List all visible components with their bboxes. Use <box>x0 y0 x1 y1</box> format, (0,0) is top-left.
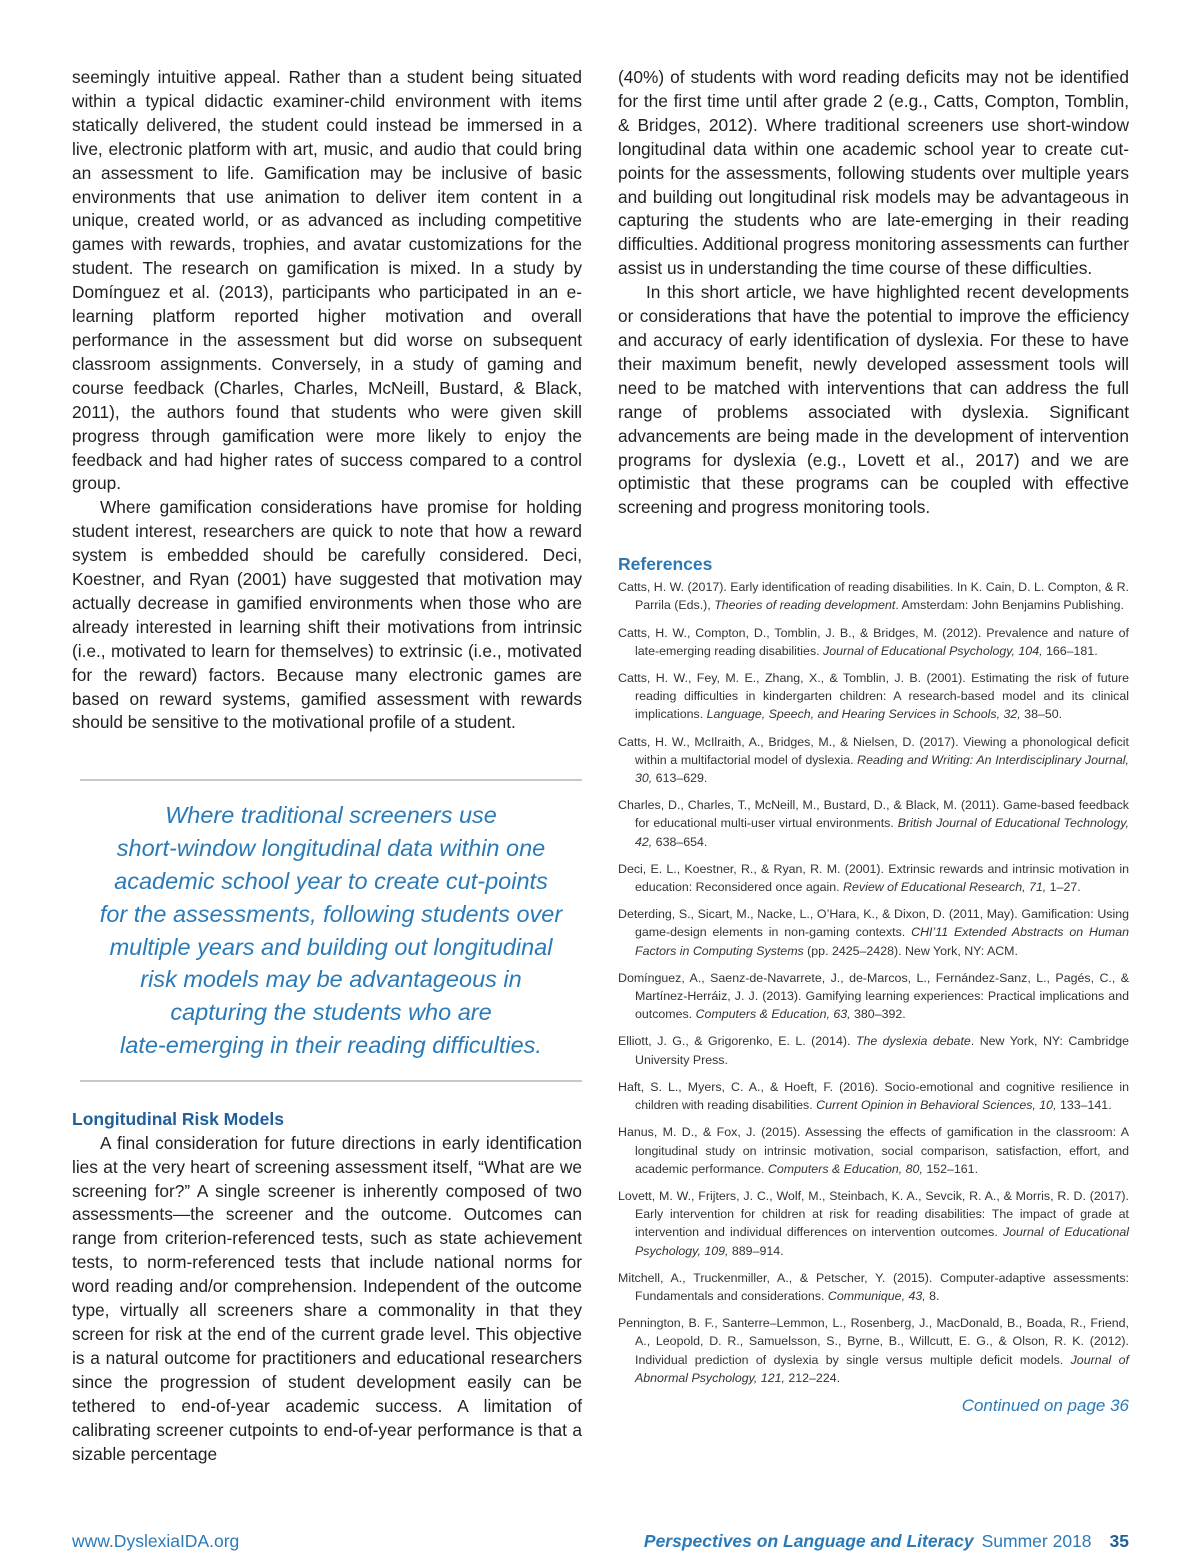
body-paragraph: In this short article, we have highlighted recent developments or considerations that have the potential to improve the efficiency and accuracy of early identification of dyslexia. For these to have their maximum benefit, newly developed assessment tools will need to be matched with interventions that can address the full range of problems associated with dyslexia. Significant advancements are being made in the development of intervention programs for dyslexia (e.g., Lovett et al., 2017) and we are optimistic that these programs can be coupled with effective screening and progress monitoring tools. <box>618 282 1129 518</box>
page-footer <box>72 1531 1129 1555</box>
reference-item: Mitchell, A., Truckenmiller, A., & Petscher, Y. (2015). Computer-adaptive assessments: Fundamentals and considerations. Communique, 43, 8. <box>618 1270 1129 1303</box>
reference-item: Catts, H. W., McIlraith, A., Bridges, M., & Nielsen, D. (2017). Viewing a phonological deficit within a multifactorial model of dyslexia. Reading and Writing: An Interdisciplinary Journal, 30, 613–629. <box>618 734 1129 786</box>
pull-quote-line: late-emerging in their reading difficulties. <box>120 1031 542 1058</box>
section-heading: Longitudinal Risk Models <box>72 1108 284 1129</box>
reference-item: Pennington, B. F., Santerre–Lemmon, L., Rosenberg, J., MacDonald, B., Boada, R., Friend, A., Leopold, D. R., Samuelsson, S., Byrne, B., Willcutt, E. G., & Olson, R. K. (2012). Individual prediction of dyslexia by single versus multiple deficit models. Journal of Abnormal Psychology, 121, 212–224. <box>618 1316 1129 1385</box>
reference-item: Domínguez, A., Saenz-de-Navarrete, J., de-Marcos, L., Fernández-Sanz, L., Pagés, C., & Martínez-Herráiz, J. J. (2013). Gamifying learning experiences: Practical implications and outcomes. Computers & Education, 63, 380–392. <box>618 970 1129 1022</box>
body-paragraph: seemingly intuitive appeal. Rather than a student being situated within a typical didactic examiner-child environment with items statically delivered, the student could instead be immersed in a live, electronic platform with art, music, and audio that could bring an assessment to life. Gamification may be inclusive of basic environments that use animation to deliver item content in a unique, created world, or as advanced as including competitive games with rewards, trophies, and avatar customizations for the student. The research on gamification is mixed. In a study by Domínguez et al. (2013), participants who participated in an e-learning platform reported higher motivation and overall performance in the assessment but did worse on subsequent classroom assignments. Conversely, in a study of gaming and course feedback (Charles, Charles, McNeill, Bustard, & Black, 2011), the authors found that students who were given skill progress through gamification were more likely to enjoy the feedback and had higher rates of success compared to a control group. <box>72 67 582 494</box>
body-paragraph: A final consideration for future directions in early identification lies at the very heart of screening assessment itself, “What are we screening for?” A single screener is inherently composed of two assessments—the screener and the outcome. Outcomes can range from criterion-referenced tests, such as state achievement tests, to norm-referenced tests that include national norms for word reading and/or comprehension. Independent of the outcome type, virtually all screeners share a commonality in that they screen for risk at the end of the current grade level. This objective is a natural outcome for practitioners and educational researchers since the progression of student development easily can be tethered to end-of-year academic success. A limitation of calibrating screener cutpoints to end-of-year performance is that a sizable percentage <box>72 1132 582 1464</box>
body-paragraph: (40%) of students with word reading deficits may not be identified for the first time until after grade 2 (e.g., Catts, Compton, Tomblin, & Bridges, 2012). Where traditional screeners use short-window longitudinal data within one academic school year to create cut-points for the assessments, following students over multiple years and building out longitudinal risk models may be advantageous in capturing the students who are late-emerging in their reading difficulties. Additional progress monitoring assessments can further assist us in understanding the time course of these difficulties. <box>618 67 1129 279</box>
issue-label: Summer 2018 <box>981 1531 1092 1551</box>
publication-info <box>644 1531 1129 1552</box>
reference-item: Elliott, J. G., & Grigorenko, E. L. (2014). The dyslexia debate. New York, NY: Cambridge University Press. <box>618 1034 1129 1067</box>
reference-item: Catts, H. W., Compton, D., Tomblin, J. B., & Bridges, M. (2012). Prevalence and nature of late-emerging reading disabilities. Journal of Educational Psychology, 104, 166–181. <box>618 625 1129 658</box>
reference-item: Catts, H. W., Fey, M. E., Zhang, X., & Tomblin, J. B. (2001). Estimating the risk of future reading difficulties in kindergarten children: A research-based model and its clinical implications. Language, Speech, and Hearing Services in Schools, 32, 38–50. <box>618 671 1129 722</box>
pull-quote-line: capturing the students who are <box>170 999 492 1026</box>
reference-item: Deterding, S., Sicart, M., Nacke, L., O’Hara, K., & Dixon, D. (2011, May). Gamification: Using game-design elements in non-gaming contexts. CHI’11 Extended Abstracts on Human Factors in Computing Systems (pp. 2425–2428). New York, NY: ACM. <box>618 907 1129 958</box>
reference-list <box>618 578 1129 1387</box>
pull-quote-line: for the assessments, following students over <box>99 900 563 927</box>
reference-item: Catts, H. W. (2017). Early identification of reading disabilities. In K. Cain, D. L. Compton, & R. Parrila (Eds.), Theories of reading development. Amsterdam: John Benjamins Publishing. <box>618 580 1129 613</box>
pull-quote <box>80 779 582 1081</box>
continued-note: Continued on page 36 <box>961 1395 1129 1415</box>
reference-item: Charles, D., Charles, T., McNeill, M., Bustard, D., & Black, M. (2011). Game-based feedback for educational multi-user virtual environments. British Journal of Educational Technology, 42, 638–654. <box>618 798 1129 849</box>
pull-quote-line: academic school year to create cut-points <box>114 867 548 894</box>
references-heading: References <box>618 554 713 575</box>
pull-quote-line: Where traditional screeners use <box>165 802 497 829</box>
right-column <box>618 66 1129 1416</box>
body-paragraph: Where gamification considerations have promise for holding student interest, researchers are quick to note that how a reward system is embedded should be carefully considered. Deci, Koestner, and Ryan (2001) have suggested that motivation may actually decrease in gamified environments when those who are already interested in learning shift their motivations from intrinsic (i.e., motivated to learn for themselves) to extrinsic (i.e., motivated for the reward) factors. Because many electronic games are based on reward systems, gamified assessment with rewards should be sensitive to the motivational profile of a student. <box>72 497 582 733</box>
reference-item: Lovett, M. W., Frijters, J. C., Wolf, M., Steinbach, K. A., Sevcik, R. A., & Morris, R. D. (2017). Early intervention for children at risk for reading disabilities: The impact of grade at intervention and individual differences on intervention outcomes. Journal of Educational Psychology, 109, 889–914. <box>618 1188 1129 1258</box>
left-column <box>72 66 582 1466</box>
journal-title: Perspectives on Language and Literacy <box>643 1531 974 1551</box>
reference-item: Deci, E. L., Koestner, R., & Ryan, R. M. (2001). Extrinsic rewards and intrinsic motivation in education: Reconsidered once again. Review of Educational Research, 71, 1–27. <box>618 861 1129 895</box>
reference-item: Hanus, M. D., & Fox, J. (2015). Assessing the effects of gamification in the classroom: A longitudinal study on intrinsic motivation, social comparison, satisfaction, effort, and academic performance. Computers & Education, 80, 152–161. <box>618 1125 1129 1176</box>
website-link[interactable]: www.DyslexiaIDA.org <box>72 1531 240 1551</box>
pull-quote-line: multiple years and building out longitudinal <box>109 933 553 960</box>
pull-quote-line: risk models may be advantageous in <box>140 966 522 993</box>
page-number: 35 <box>1109 1531 1129 1551</box>
reference-item: Haft, S. L., Myers, C. A., & Hoeft, F. (2016). Socio-emotional and cognitive resilience in children with reading disabilities. Current Opinion in Behavioral Sciences, 10, 133–141. <box>618 1079 1129 1113</box>
pull-quote-line: short-window longitudinal data within one <box>116 835 546 862</box>
